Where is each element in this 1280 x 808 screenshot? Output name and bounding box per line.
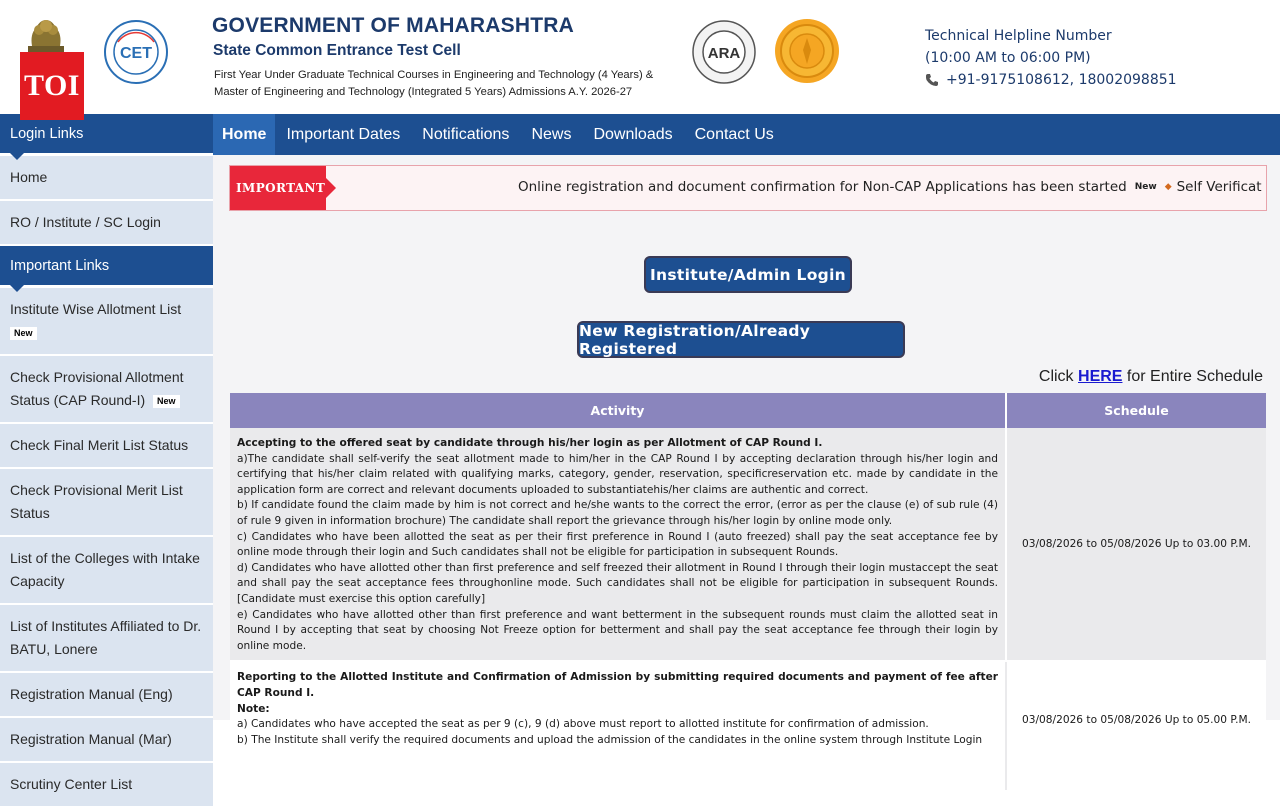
sidebar-item-scrutiny-center-list[interactable]: Scrutiny Center List [0,763,213,808]
toi-logo: TOI [20,52,84,120]
helpline-hours: (10:00 AM to 06:00 PM) [925,50,1091,66]
schedule-cell: 03/08/2026 to 05/08/2026 Up to 03.00 P.M. [1021,538,1251,551]
new-badge: New [153,395,180,408]
sidebar-item-ro-institute-sc-login[interactable]: RO / Institute / SC Login [0,201,213,246]
schedule-cell: 03/08/2026 to 05/08/2026 Up to 05.00 P.M. [1021,714,1251,727]
sidebar-item-registration-manual-mar[interactable]: Registration Manual (Mar) [0,718,213,763]
new-badge: New [10,327,37,340]
national-emblem-icon [22,16,70,56]
activity-cell: Accepting to the offered seat by candidate through his/her login as per Allotment of CAP Round I. a)The candidate shall self-verify the seat allotment made to him/her in the CAP Round I by accepting declaration through his/her login and certifying that his/her claim related with qualifying marks, category, gender, reservation, specificreservation etc. made by candidate in the application form are correct and relevant documents uploaded to substantiatehis/her claims are authentic and correct. b) If candidate found the claim made by him is not correct and he/she wants to the correct the error, (error as per the clause (e) of sub rule (4) of rule 9 given in information brochure) The candidate shall report the grievance through his/her login by online mode only. c) Candidates who have been allotted the seat as per their first preference in Round I (auto freezed) shall pay the seat acceptance fee by online mode through their login and Such candidates shall not be eligible for participation in subsequent Rounds. d) Candidates who have allotted other than first preference and self freezed their allotment in Round I through their login mustaccept the seat and shall pay the seat acceptance fees throughonline mode. Such candidates shall not be eligible for participation in subsequent Rounds. [Candidate must exercise this option carefully] e) Candidates who have allotted other than first preference and want betterment in the subsequent rounds must claim the allotted seat in Round I by accepting that seat by choosing Not Freeze option for betterment and shall pay the seat acceptance fee through their login by online mode. [230,428,1007,660]
cell-title: State Common Entrance Test Cell [213,42,461,59]
entire-schedule-line: Click HERE for Entire Schedule [1038,368,1263,385]
activity-cell: Reporting to the Allotted Institute and Confirmation of Admission by submitting required documents and payment of fee after CAP Round I. Note: a) Candidates who have accepted the seat as per 9 (c), 9 (d) above must report to allotted institute for confirmation of admission. b) The Institute shall verify the required documents and upload the admission of the candidates in the online system through Institute Login [230,662,1007,790]
nav-contact-us[interactable]: Contact Us [694,125,774,143]
sidebar-item-list-of-colleges-intake[interactable]: List of the Colleges with Intake Capacity [0,537,213,605]
sidebar-item-registration-manual-eng[interactable]: Registration Manual (Eng) [0,673,213,718]
nav-news[interactable]: News [531,125,572,143]
table-row [230,428,1266,662]
site-header [0,0,1280,114]
helpline-phone-row [925,69,1177,91]
government-title: GOVERNMENT OF MAHARASHTRA [212,14,574,37]
table-header [230,393,1266,428]
sidebar-item-institutes-affiliated-batu[interactable]: List of Institutes Affiliated to Dr. BATU, Lonere [0,605,213,673]
nav-home[interactable]: Home [213,114,275,155]
sidebar-item-home[interactable]: Home [0,156,213,201]
table-row [230,662,1266,792]
admission-description: First Year Under Graduate Technical Courses in Engineering and Technology (4 Years) & Master of Engineering and Technology (Integrated 5 Years) Admissions A.Y. 2026-27 [214,69,654,98]
svg-text:CET: CET [120,45,152,62]
new-registration-button[interactable]: New Registration/Already Registered [577,321,905,358]
phone-icon [925,73,939,87]
entire-schedule-link[interactable]: HERE [1078,368,1123,385]
helpline-phone-number[interactable]: +91-9175108612, 18002098851 [946,72,1177,88]
announcement-text[interactable]: Online registration and document confirmation for Non-CAP Applications has been started New ◆ Self Verificat [518,179,1262,195]
svg-text:ARA: ARA [707,45,741,62]
helpline-title: Technical Helpline Number [925,28,1112,44]
column-header-activity: Activity [230,393,1007,428]
schedule-table [230,393,1266,792]
sidebar-item-check-provisional-merit-list-status[interactable]: Check Provisional Merit List Status [0,469,213,537]
cet-cell-logo-icon [104,20,168,84]
important-tag: IMPORTANT [230,166,326,210]
login-links-heading: Login Links [0,114,213,153]
main-content [213,155,1280,746]
announcement-ticker [229,165,1267,211]
column-header-schedule: Schedule [1104,403,1169,418]
main-navigation [213,114,1280,155]
sidebar-item-institute-wise-allotment-list[interactable]: Institute Wise Allotment List New [0,288,213,356]
diamond-bullet-icon: ◆ [1164,182,1172,192]
sidebar [0,114,213,792]
sidebar-item-check-final-merit-list-status[interactable]: Check Final Merit List Status [0,424,213,469]
sidebar-item-check-provisional-allotment-status[interactable]: Check Provisional Allotment Status (CAP Round-I) New [0,356,213,424]
important-links-heading: Important Links [0,246,213,285]
new-badge: New [1134,182,1157,192]
ara-logo-icon [692,20,756,84]
nav-downloads[interactable]: Downloads [593,125,673,143]
technical-helpline [925,25,1177,91]
nav-notifications[interactable]: Notifications [422,125,510,143]
institute-admin-login-button[interactable]: Institute/Admin Login [644,256,852,293]
maharashtra-seal-icon [774,18,840,84]
nav-important-dates[interactable]: Important Dates [286,125,401,143]
